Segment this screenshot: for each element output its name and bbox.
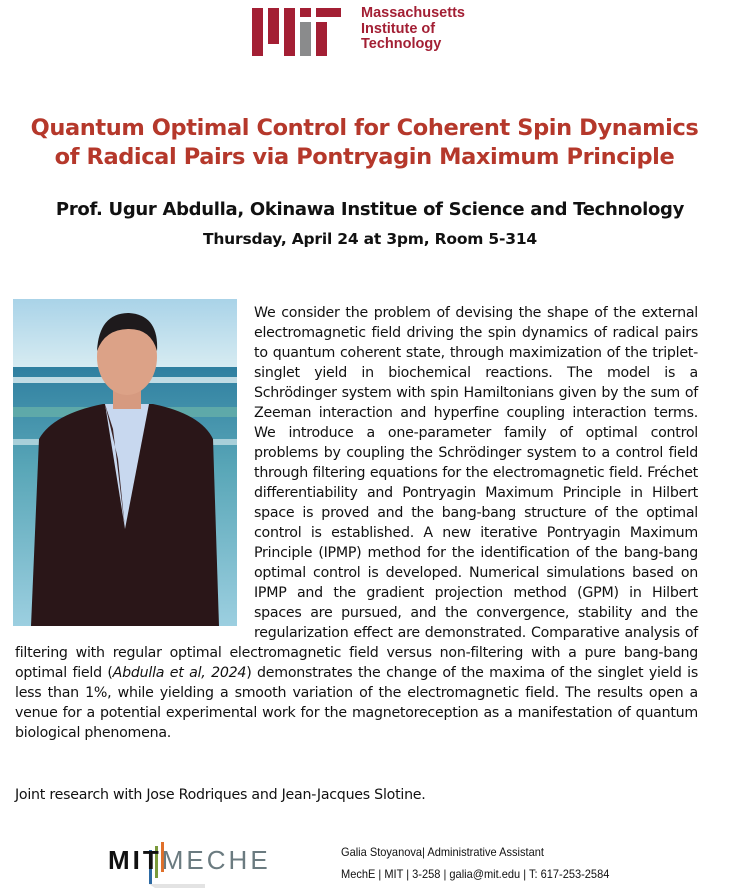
wordmark-meche: MECHE [161, 845, 271, 875]
mit-wordmark [361, 6, 465, 53]
contact-details: MechE | MIT | 3-258 | galia@mit.edu | T: 617-253-2584 [341, 867, 610, 881]
logo-line: Institute of [361, 20, 436, 37]
abstract-text-cont: ) demonstrates the change of the maxima of the singlet yield is less than 1%, while yielding a smooth variation of the electromagnetic field. The results open a venue for a potential experimental work for the magnetoreception as a manifestation of quantum biological phenomena. [15, 665, 698, 741]
joint-research: Joint research with Jose Rodriques and Jean-Jacques Slotine. [15, 787, 426, 803]
abstract [15, 303, 698, 743]
wordmark-mit: MIT [108, 845, 162, 875]
abstract-text: We consider the problem of devising the shape of the external electromagnetic field driving the spin dynamics of radical pairs to quantum coherent state, through maximization of the triplet-singlet yield in biochemical reactions. The model is a Schrödinger system with spin Hamiltonians given by the sum of Zeeman interaction and hyperfine coupling interaction terms. We introduce a one-parameter family of optimal control problems by coupling the Schrödinger system to a control field through filtering equations for the electromagnetic field. Fréchet differentiability and Pontryagin Maximum Principle in Hilbert space is proved and the bang-bang structure of the optimal control is established. A new iterative Pontryagin Maximum Principle (IPMP) method for the identification of the bang-bang optimal control is developed. Numerical simulations based on IPMP and the gradient projection method (GPM) in Hilbert spaces are pursued, and the convergence, stability and the regularization effect are demonstrated. Comparative analysis of filtering with regular optimal electromagnetic field versus non-filtering with a pure bang-bang optimal field ( [15, 305, 698, 681]
title-line-2: of Radical Pairs via Pontryagin Maximum Principle [54, 144, 675, 170]
logo-line: Technology [361, 36, 442, 52]
speaker: Prof. Ugur Abdulla, Okinawa Institue of Science and Technology [55, 199, 685, 220]
speaker-photo [13, 299, 237, 626]
contact-name: Galia Stoyanova| Administrative Assistant [341, 845, 544, 859]
meche-wordmark [108, 845, 271, 876]
talk-title [0, 114, 729, 172]
title-line-1: Quantum Optimal Control for Coherent Spin Dynamics [30, 115, 699, 141]
citation: Abdulla et al, 2024 [112, 665, 247, 681]
date-location: Thursday, April 24 at 3pm, Room 5-314 [202, 230, 538, 248]
logo-line: Massachusetts [361, 5, 465, 21]
